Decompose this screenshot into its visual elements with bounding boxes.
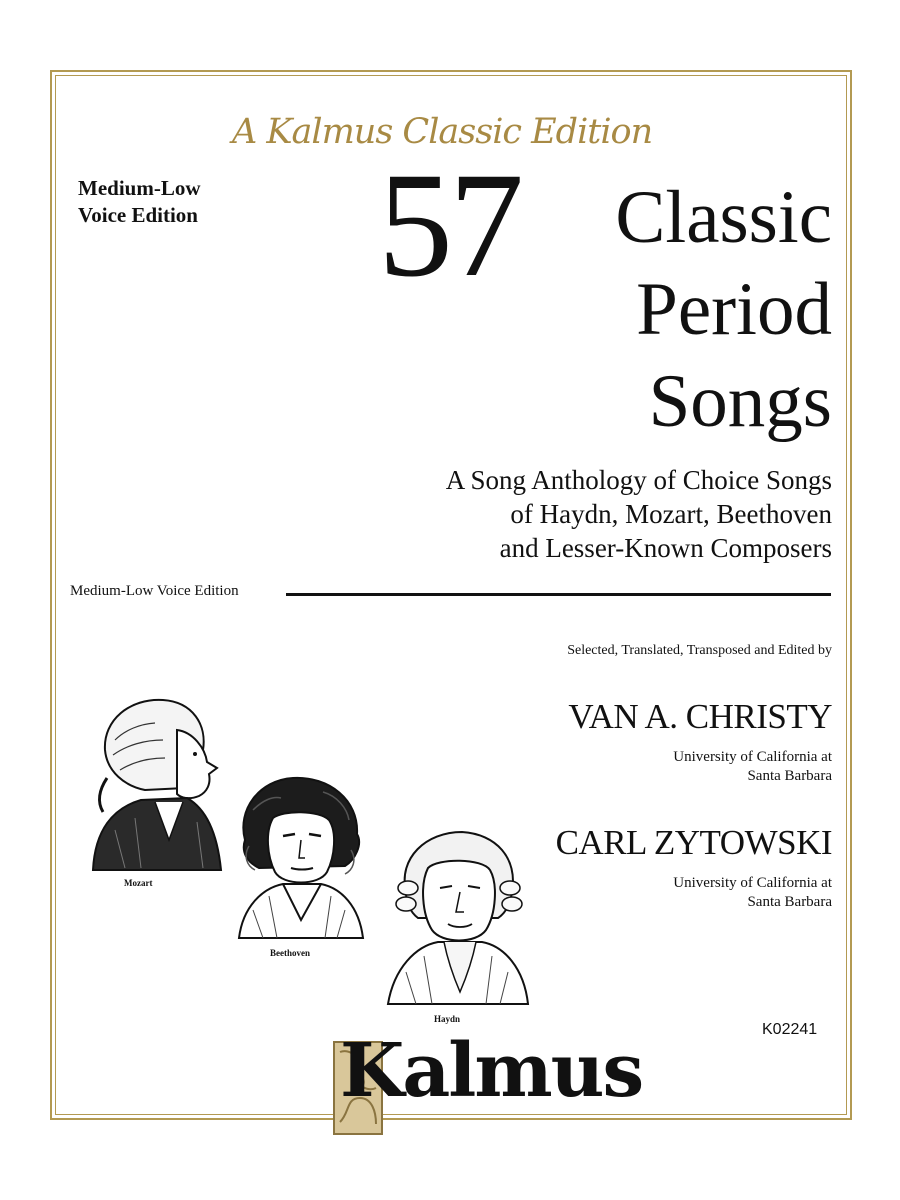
- portrait-caption-haydn: Haydn: [434, 1014, 461, 1024]
- edition-label-rule-text: Medium-Low Voice Edition: [70, 583, 239, 599]
- editor-affiliation-2: [673, 874, 832, 912]
- portrait-caption-mozart: Mozart: [124, 878, 153, 888]
- editor-affiliation-1: [673, 748, 832, 786]
- book-title: [615, 172, 832, 448]
- subtitle-line-2: of Haydn, Mozart, Beethoven: [510, 499, 832, 529]
- book-subtitle: [312, 463, 832, 565]
- credit-line: Selected, Translated, Transposed and Edited by: [567, 643, 832, 658]
- publisher-logo: Kalmus: [340, 1028, 643, 1114]
- beethoven-portrait-icon: [233, 770, 368, 940]
- title-line-1: Classic: [615, 176, 832, 259]
- edition-label-line-2: Voice Edition: [78, 203, 198, 227]
- affiliation-1-line-1: University of California at: [673, 749, 832, 765]
- song-count: 57: [378, 142, 520, 308]
- series-title: A Kalmus Classic Edition: [232, 112, 653, 152]
- editor-name-2: CARL ZYTOWSKI: [555, 823, 832, 862]
- subtitle-line-1: A Song Anthology of Choice Songs: [445, 465, 832, 495]
- catalog-number: K02241: [762, 1021, 818, 1038]
- mozart-portrait-icon: [85, 690, 230, 875]
- portrait-caption-beethoven: Beethoven: [270, 948, 310, 958]
- edition-label-top: [78, 175, 201, 229]
- haydn-portrait-icon: [382, 822, 532, 1007]
- affiliation-1-line-2: Santa Barbara: [747, 768, 832, 784]
- title-line-2: Period: [636, 268, 832, 351]
- subtitle-line-3: and Lesser-Known Composers: [499, 533, 832, 563]
- edition-label-line-1: Medium-Low: [78, 176, 201, 200]
- affiliation-2-line-2: Santa Barbara: [747, 894, 832, 910]
- title-line-3: Songs: [648, 360, 832, 443]
- editor-name-1: VAN A. CHRISTY: [568, 697, 832, 736]
- horizontal-rule: [286, 593, 831, 596]
- affiliation-2-line-1: University of California at: [673, 875, 832, 891]
